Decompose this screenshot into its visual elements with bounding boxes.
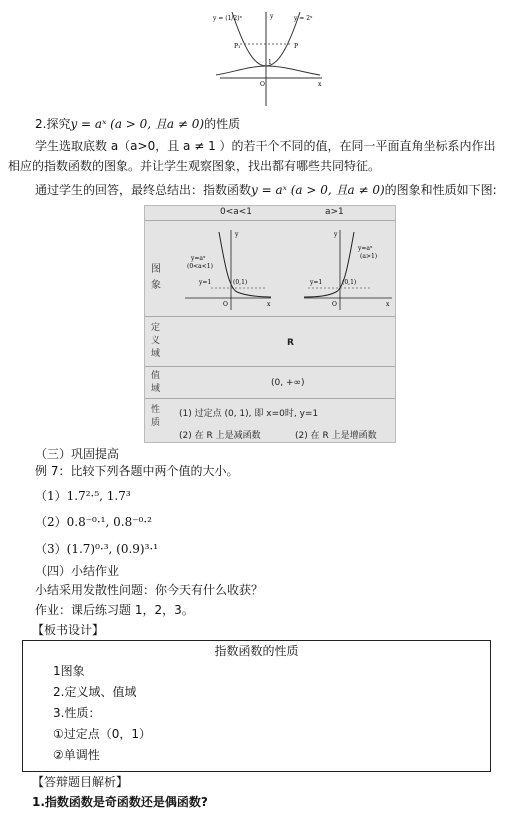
para1-line1: 学生选取底数 a（a>0，且 a ≠ 1 ）的若干个不同的值，在同一平面直角坐标系内作出 (35, 139, 496, 153)
domain-value: R (287, 338, 294, 348)
board-item: 2.定义域、值域 (53, 685, 137, 699)
header-left: 0<a<1 (219, 207, 253, 217)
right-curve (304, 232, 357, 297)
answers-q1: 1.指数函数是奇函数还是偶函数? (32, 795, 208, 809)
board-item: 1图象 (53, 664, 85, 678)
para2-suffix: 的图象和性质如下图: (384, 183, 497, 197)
label-p1: P₁ (234, 43, 241, 50)
divider (145, 366, 395, 367)
divider (145, 398, 395, 399)
section2-formula: y = aˣ (a > 0, 且a ≠ 0) (70, 117, 205, 131)
para1-line2: 相应的指数函数的图象。并让学生观察图象，找出都有哪些共同特征。 (8, 159, 381, 173)
summary: 小结采用发散性问题：你今天有什么收获？ (35, 583, 264, 597)
label-y: y (270, 13, 274, 20)
board-item: ①过定点（0，1） (53, 727, 152, 741)
section2-prefix: 2.探究 (35, 117, 71, 131)
right-label-x: x (386, 301, 390, 308)
left-label-point: (0,1) (233, 279, 248, 286)
section3-title: （三）巩固提高 (35, 447, 120, 461)
row-label-graph: 图象 (151, 264, 161, 291)
right-label-cond: (a>1) (360, 253, 378, 260)
row-label-domain: 定义域 (151, 323, 161, 359)
item2: （2）0.8⁻⁰·¹, 0.8⁻⁰·² (35, 515, 152, 529)
left-label-o: O (223, 301, 228, 308)
example7: 例 7：比较下列各题中两个值的大小。 (35, 464, 239, 478)
exponential-properties-table (144, 205, 396, 443)
row-label-range: 值域 (151, 371, 161, 394)
row-label-props: 性质 (151, 405, 161, 428)
left-label-y1: y=1 (199, 279, 212, 286)
label-o: O (260, 81, 265, 88)
right-label-y: y (334, 231, 338, 238)
board-item: ②单调性 (53, 748, 100, 762)
label-p: P (294, 43, 299, 50)
left-label-y: y (235, 231, 239, 238)
item3: （3）(1.7)⁰·³, (0.9)³·¹ (35, 542, 159, 556)
label-x: x (318, 81, 322, 88)
prop2-right: (2) 在 R 上是增函数 (295, 431, 377, 441)
section4-title: （四）小结作业 (35, 564, 120, 578)
left-label-x: x (267, 301, 271, 308)
board-heading: 【板书设计】 (32, 623, 105, 637)
header-right: a>1 (325, 207, 344, 217)
label-left: y = (1/2)ˣ (213, 15, 243, 22)
answers-heading: 【答辩题目解析】 (32, 775, 129, 789)
divider (145, 220, 395, 221)
right-label-y1: y=1 (310, 279, 323, 286)
para2-prefix: 通过学生的回答，最终总结出：指数函数 (35, 183, 252, 197)
left-curve (219, 232, 271, 297)
item1: （1）1.7²·⁵, 1.7³ (35, 489, 131, 503)
range-value: (0, +∞) (271, 378, 305, 388)
divider (145, 316, 395, 317)
top-exponential-graph (210, 8, 330, 108)
para2 (35, 182, 497, 198)
left-label-eq: y=aˣ (191, 255, 206, 262)
section2-suffix: 的性质 (204, 117, 241, 131)
right-label-o: O (332, 301, 337, 308)
right-label-eq: y=aˣ (358, 245, 373, 252)
board-title: 指数函数的性质 (214, 644, 299, 658)
prop2-left: (2) 在 R 上是减函数 (179, 431, 261, 441)
section2-heading (35, 116, 240, 132)
board-item: 3.性质： (53, 706, 101, 720)
label-1: 1 (268, 59, 272, 66)
left-graph (175, 226, 275, 311)
board-design-box (22, 640, 491, 772)
homework: 作业：课后练习题 1，2，3。 (35, 603, 194, 617)
right-label-point: (0,1) (342, 279, 357, 286)
right-graph (300, 226, 395, 311)
prop1: (1) 过定点 (0, 1), 即 x=0时, y=1 (179, 409, 319, 419)
left-label-cond: (0<a<1) (187, 263, 213, 270)
para2-formula: y = aˣ (a > 0, 且a ≠ 0) (251, 183, 385, 197)
label-right: y = 2ˣ (294, 15, 313, 22)
